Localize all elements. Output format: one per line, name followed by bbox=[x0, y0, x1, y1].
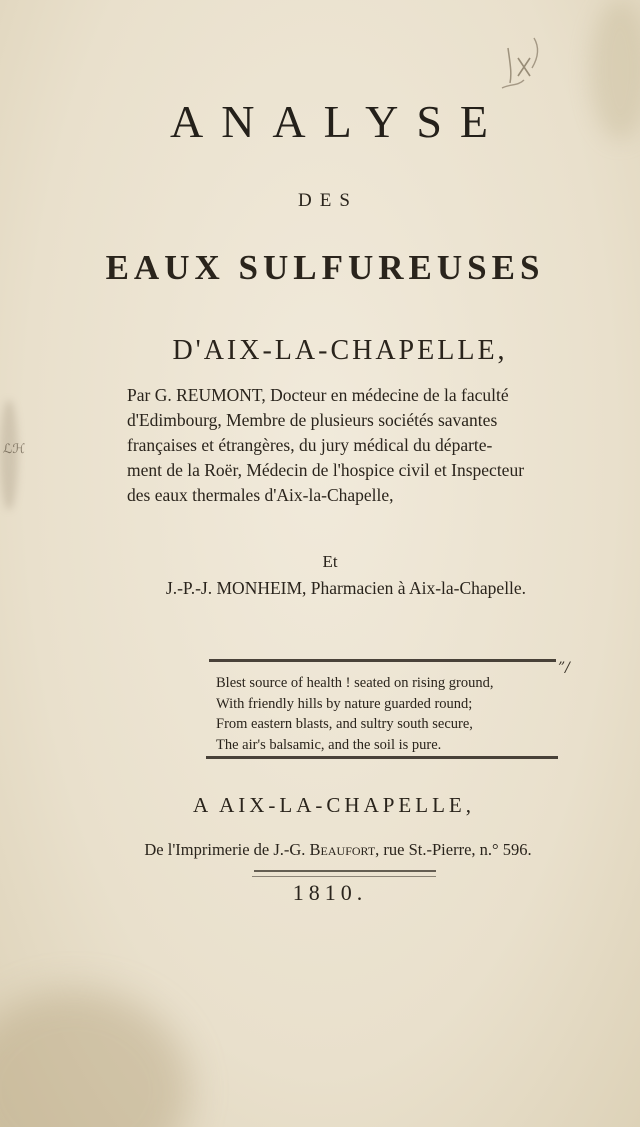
author-line: d'Edimbourg, Membre de plusieurs sociétés savantes bbox=[127, 410, 498, 430]
author-line: Par G. REUMONT, Docteur en médecine de la faculté bbox=[127, 385, 509, 405]
epigraph-line: The air's balsamic, and the soil is pure. bbox=[216, 736, 442, 753]
printer-prefix: De l'Imprimerie de J.-G. bbox=[144, 840, 310, 859]
imprint-place: A AIX-LA-CHAPELLE, bbox=[193, 793, 475, 817]
age-stain bbox=[0, 990, 190, 1127]
epigraph-line: Blest source of health ! seated on rising ground, bbox=[216, 675, 494, 691]
imprint-printer bbox=[0, 840, 640, 860]
epigraph-rule-top bbox=[209, 659, 556, 662]
epigraph-line: From eastern blasts, and sultry south secure, bbox=[216, 716, 473, 732]
author-line: des eaux thermales d'Aix-la-Chapelle, bbox=[127, 485, 394, 505]
handwritten-mark-icon bbox=[490, 28, 550, 98]
printer-suffix: , rue St.-Pierre, n.° 596. bbox=[375, 840, 532, 859]
author-line: françaises et étrangères, du jury médical du départe- bbox=[127, 435, 493, 455]
subtitle-eaux: EAUX SULFUREUSES bbox=[105, 248, 545, 287]
subtitle-des: DES bbox=[298, 190, 358, 211]
author-block bbox=[127, 383, 563, 508]
conjunction-et: Et bbox=[322, 552, 338, 571]
epigraph-line: With friendly hills by nature guarded round; bbox=[216, 695, 473, 712]
publication-year: 1810. bbox=[292, 880, 368, 905]
margin-note-epigraph: ”/ bbox=[558, 660, 570, 676]
printer-name: Beaufort bbox=[309, 840, 376, 859]
imprint-rule-thin bbox=[252, 876, 436, 877]
imprint-rule bbox=[254, 870, 436, 872]
margin-note-left: ℒℋ bbox=[3, 441, 26, 456]
epigraph-rule-bottom bbox=[206, 756, 558, 759]
epigraph bbox=[216, 673, 556, 755]
author-line: ment de la Roër, Médecin de l'hospice civil et Inspecteur bbox=[127, 460, 525, 480]
subtitle-place: D'AIX-LA-CHAPELLE, bbox=[172, 335, 508, 366]
book-title: ANALYSE bbox=[169, 96, 507, 147]
second-author: J.-P.-J. MONHEIM, Pharmacien à Aix-la-Chapelle. bbox=[165, 578, 527, 598]
